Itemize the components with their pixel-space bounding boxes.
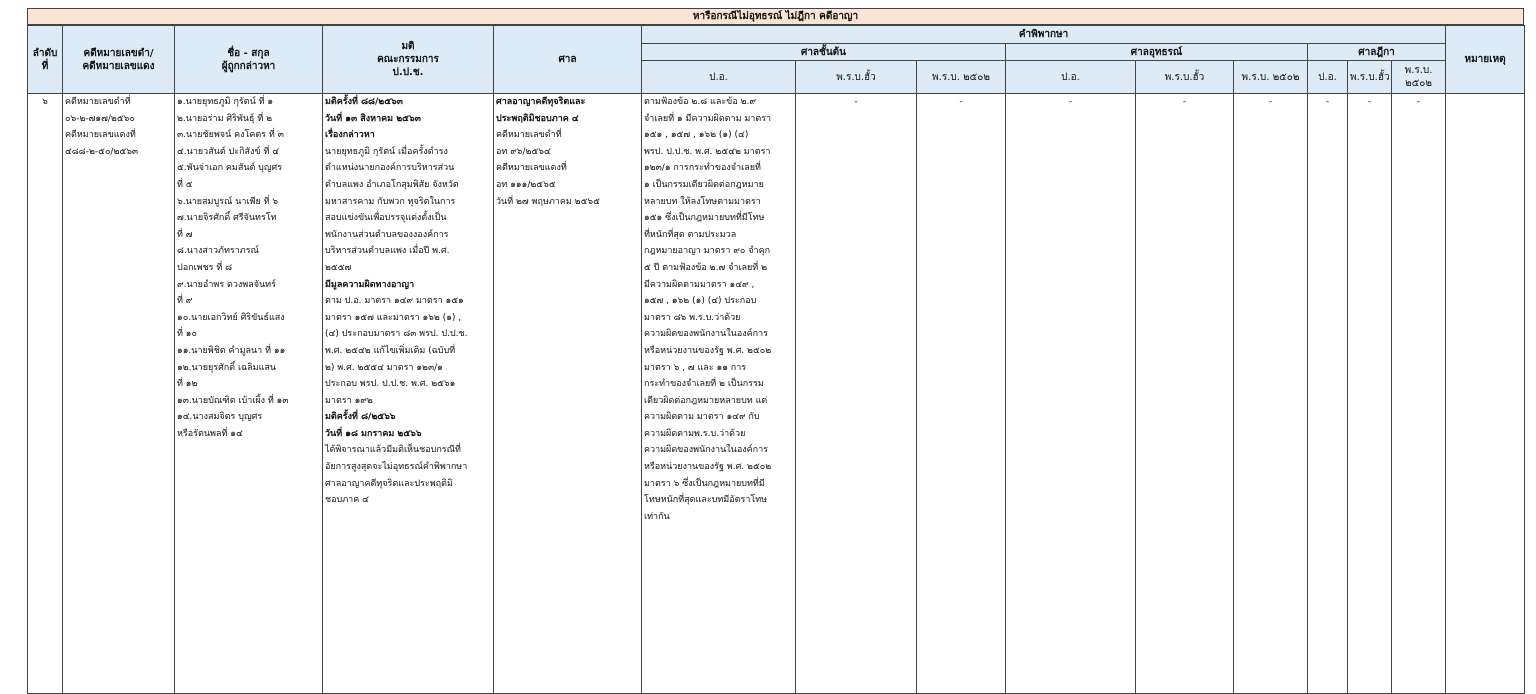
text-line: (๔) ประกอบมาตรา ๘๓ พรป. ป.ป.ช.	[325, 329, 468, 340]
text-line: ๒) พ.ศ. ๒๕๕๔ มาตรา ๑๒๓/๑	[325, 362, 443, 373]
text-line: ศาลอาญาคดีทุจริตและ	[496, 97, 586, 107]
header-appeal-pob-ua: พ.ร.บ.ฮั้ว	[1136, 61, 1234, 94]
header-case-no: คดีหมายเลขดำ/ คดีหมายเลขแดง	[63, 26, 175, 94]
text-line: มติครั้งที่ ๘/๒๕๖๖	[325, 412, 396, 423]
text-line: ๑๕๑ , ๑๕๗ , ๑๖๒ (๑) (๔)	[644, 130, 749, 141]
text-line: หรือหน่วยงานของรัฐ พ.ศ. ๒๕๐๒	[644, 345, 772, 356]
text-line: ๑๕๗ , ๑๖๒ (๑) (๔) ประกอบ	[644, 296, 757, 307]
cell-supreme-pob-2502: -	[1392, 94, 1446, 694]
text-line: อท ๙๖/๒๕๖๔	[496, 146, 551, 157]
text-line: ที่ ๑๒	[177, 379, 198, 390]
text-line: คดีหมายเลขดำที่	[496, 130, 562, 141]
text-line: ปอกเพชร ที่ ๘	[177, 262, 233, 273]
text-line: ชอบภาค ๔	[325, 495, 369, 506]
text-line: มีมูลความผิดทางอาญา	[325, 279, 415, 290]
cell-seq: ๖	[28, 94, 63, 694]
text-line: ๘.นางสาวภัทราภรณ์	[177, 246, 259, 257]
header-first-po: ป.อ.	[642, 61, 796, 94]
text-line: ๓.นายชัยพจน์ คงโคตร ที่ ๓	[177, 130, 284, 141]
text-line: ๑ เป็นกรรมเดียวผิดต่อกฎหมาย	[644, 179, 764, 190]
text-line: ๗.นายจิรศักดิ์ ศรีจันทรโท	[177, 213, 277, 224]
cell-first-pob-ua: -	[796, 94, 917, 694]
header-resolution: มติ คณะกรรมการ ป.ป.ช.	[323, 26, 494, 94]
cell-first-po	[642, 94, 796, 694]
header-supreme-pob-2502: พ.ร.บ. ๒๕๐๒	[1392, 61, 1446, 94]
text-line: ตำแหน่งนายกองค์การบริหารส่วน	[325, 163, 455, 174]
cell-appeal-pob-2502: -	[1234, 94, 1308, 694]
table-row	[28, 94, 1525, 694]
text-line: ที่ ๗	[177, 229, 193, 240]
text-line: ๑๓.นายบัณฑิต เบ้าเผิ้ง ที่ ๑๓	[177, 395, 289, 406]
cell-appeal-po: -	[1006, 94, 1136, 694]
cell-appeal-pob-ua: -	[1136, 94, 1234, 694]
header-appeal-pob-2502: พ.ร.บ. ๒๕๐๒	[1234, 61, 1308, 94]
text-line: ๔.นายวสันต์ ปะกิสังข์ ที่ ๔	[177, 146, 280, 157]
case-table	[27, 25, 1525, 694]
text-line: อัยการสูงสุดจะไม่อุทธรณ์คำพิพากษา	[325, 462, 468, 473]
cell-case-no: คดีหมายเลขดำที่ ๐๖-๒-๗๑๗/๒๕๖๐ คดีหมายเลขแดงที่ ๔๘๘-๒-๕๐/๒๕๖๓	[63, 94, 175, 694]
text-line: ประกอบ พรป. ป.ป.ช. พ.ศ. ๒๕๖๑	[325, 379, 456, 390]
text-line: ๖.นายสมบูรณ์ นาเพีย ที่ ๖	[177, 196, 279, 207]
text-line: ตำบลแพง อำเภอโกสุมพิสัย จังหวัด	[325, 179, 459, 190]
text-line: มหาสารคาม กับพวก ทุจริตในการ	[325, 196, 456, 207]
header-court-appeal: ศาลอุทธรณ์	[1006, 44, 1308, 61]
text-line: กฎหมายอาญา มาตรา ๙๐ จำคุก	[644, 246, 771, 257]
table-title: หารือกรณีไม่อุทธรณ์ ไม่ฎีกา คดีอาญา	[27, 8, 1524, 25]
text-line: ที่ ๙	[177, 296, 193, 307]
text-line: คดีหมายเลขแดงที่	[496, 163, 567, 174]
header-first-pob-ua: พ.ร.บ.ฮั้ว	[796, 61, 917, 94]
cell-supreme-pob-ua: -	[1348, 94, 1392, 694]
text-line: วันที่ ๒๗ พฤษภาคม ๒๕๖๕	[496, 196, 600, 207]
text-line: ๑๕๑ ซึ่งเป็นกฎหมายบทที่มีโทษ	[644, 213, 765, 224]
text-line: เรื่องกล่าวหา	[325, 130, 375, 141]
text-line: ความผิดของพนักงานในองค์การ	[644, 445, 768, 456]
text-line: วันที่ ๑๓ สิงหาคม ๒๕๖๓	[325, 113, 421, 124]
text-line: ๑๒.นายยุรศักดิ์ เฉลิมแสน	[177, 362, 277, 373]
text-line: หรือรัตนพลที่ ๑๔	[177, 428, 243, 439]
text-line: วันที่ ๑๘ มกราคม ๒๕๖๖	[325, 428, 422, 439]
header-remarks: หมายเหตุ	[1446, 26, 1525, 94]
text-line: ๕ ปี ตามฟ้องข้อ ๒.๗ จำเลยที่ ๒	[644, 262, 768, 273]
header-court-first: ศาลชั้นต้น	[642, 44, 1006, 61]
text-line: ที่ ๕	[177, 179, 193, 190]
text-line: ๑๒๓/๑ การกระทำของจำเลยที่	[644, 163, 761, 174]
text-line: ศาลอาญาคดีทุจริตและประพฤติมิ	[325, 478, 453, 489]
text-line: อท ๑๑๑/๒๕๖๕	[496, 179, 556, 190]
text-line: ๑๐.นายเอกวิทย์ ศิริขันธ์แสง	[177, 312, 285, 323]
cell-supreme-po: -	[1308, 94, 1348, 694]
text-line: นายยุทธภูมิ กุรัตน์ เมื่อครั้งดำรง	[325, 146, 448, 157]
header-court: ศาล	[494, 26, 642, 94]
cell-first-pob-2502: -	[917, 94, 1006, 694]
text-line: เท่ากัน	[644, 511, 670, 522]
text-line: มีความผิดตามมาตรา ๑๔๙ ,	[644, 279, 755, 290]
text-line: มาตรา ๖ , ๗ และ ๑๑ การ	[644, 362, 747, 373]
text-line: กระทำของจำเลยที่ ๒ เป็นกรรม	[644, 379, 764, 390]
cell-court	[494, 94, 642, 694]
text-line: ๒๕๕๗	[325, 262, 352, 273]
header-name: ชื่อ - สกุล ผู้ถูกกล่าวหา	[175, 26, 323, 94]
text-line: เดียวผิดต่อกฎหมายหลายบท แต่	[644, 395, 768, 406]
text-line: โทษหนักที่สุดและบทมีอัตราโทษ	[644, 495, 768, 506]
header-court-supreme: ศาลฎีกา	[1308, 44, 1446, 61]
header-judgment: คำพิพากษา	[642, 26, 1446, 44]
header-seq: ลำดับ ที่	[28, 26, 63, 94]
text-line: จำเลยที่ ๑ มีความผิดตาม มาตรา	[644, 113, 772, 124]
header-supreme-po: ป.อ.	[1308, 61, 1348, 94]
text-line: หลายบท ให้ลงโทษตามมาตรา	[644, 196, 761, 207]
text-line: ที่หนักที่สุด ตามประมวล	[644, 229, 737, 240]
cell-resolution	[323, 94, 494, 694]
text-line: ๑๔.นางสมจิตร บุญศร	[177, 412, 263, 423]
header-appeal-po: ป.อ.	[1006, 61, 1136, 94]
cell-names	[175, 94, 323, 694]
text-line: ความผิดตามพ.ร.บ.ว่าด้วย	[644, 428, 746, 439]
text-line: บริหารส่วนตำบลแพง เมื่อปี พ.ศ.	[325, 246, 450, 257]
text-line: ตามฟ้องข้อ ๒.๘ และข้อ ๒.๙	[644, 97, 756, 107]
text-line: ตาม ป.อ. มาตรา ๑๔๙ มาตรา ๑๕๑	[325, 296, 464, 307]
text-line: ๑.นายยุทธภูมิ กุรัตน์ ที่ ๑	[177, 97, 274, 107]
text-line: ๕.พันจ่าเอก คมสันต์ บุญศร	[177, 163, 283, 174]
text-line: มาตรา ๑๙๒	[325, 395, 373, 406]
text-line: พรป. ป.ป.ช. พ.ศ. ๒๕๔๒ มาตรา	[644, 146, 771, 157]
text-line: สอบแข่งขันเพื่อบรรจุแต่งตั้งเป็น	[325, 213, 447, 224]
text-line: มาตรา ๑๕๗ และมาตรา ๑๖๒ (๑) ,	[325, 312, 462, 323]
cell-remarks	[1446, 94, 1525, 694]
text-line: ๙.นายอำพร ดวงพลจันทร์	[177, 279, 276, 290]
text-line: มติครั้งที่ ๘๘/๒๕๖๓	[325, 97, 403, 107]
text-line: หรือหน่วยงานของรัฐ พ.ศ. ๒๕๐๒	[644, 462, 772, 473]
text-line: ความผิดของพนักงานในองค์การ	[644, 329, 768, 340]
header-first-pob-2502: พ.ร.บ. ๒๕๐๒	[917, 61, 1006, 94]
text-line: มาตรา ๘๖ พ.ร.บ.ว่าด้วย	[644, 312, 741, 323]
text-line: พนักงานส่วนตำบลของงองค์การ	[325, 229, 449, 240]
text-line: มาตรา ๖ ซึ่งเป็นกฎหมายบทที่มี	[644, 478, 765, 489]
text-line: ประพฤติมิชอบภาค ๔	[496, 113, 579, 124]
text-line: ที่ ๑๐	[177, 329, 197, 340]
text-line: พ.ศ. ๒๕๔๒ แก้ไขเพิ่มเติม (ฉบับที่	[325, 345, 456, 356]
text-line: ๒.นายอร่าม ศิริพันธุ์ ที่ ๒	[177, 113, 273, 124]
text-line: ความผิดตาม มาตรา ๑๔๙ กับ	[644, 412, 760, 423]
header-supreme-pob-ua: พ.ร.บ.ฮั้ว	[1348, 61, 1392, 94]
text-line: ได้พิจารณาแล้วมีมติเห็นชอบกรณีที่	[325, 445, 461, 456]
text-line: ๑๑.นายพิชิต คำมูลนา ที่ ๑๑	[177, 345, 286, 356]
